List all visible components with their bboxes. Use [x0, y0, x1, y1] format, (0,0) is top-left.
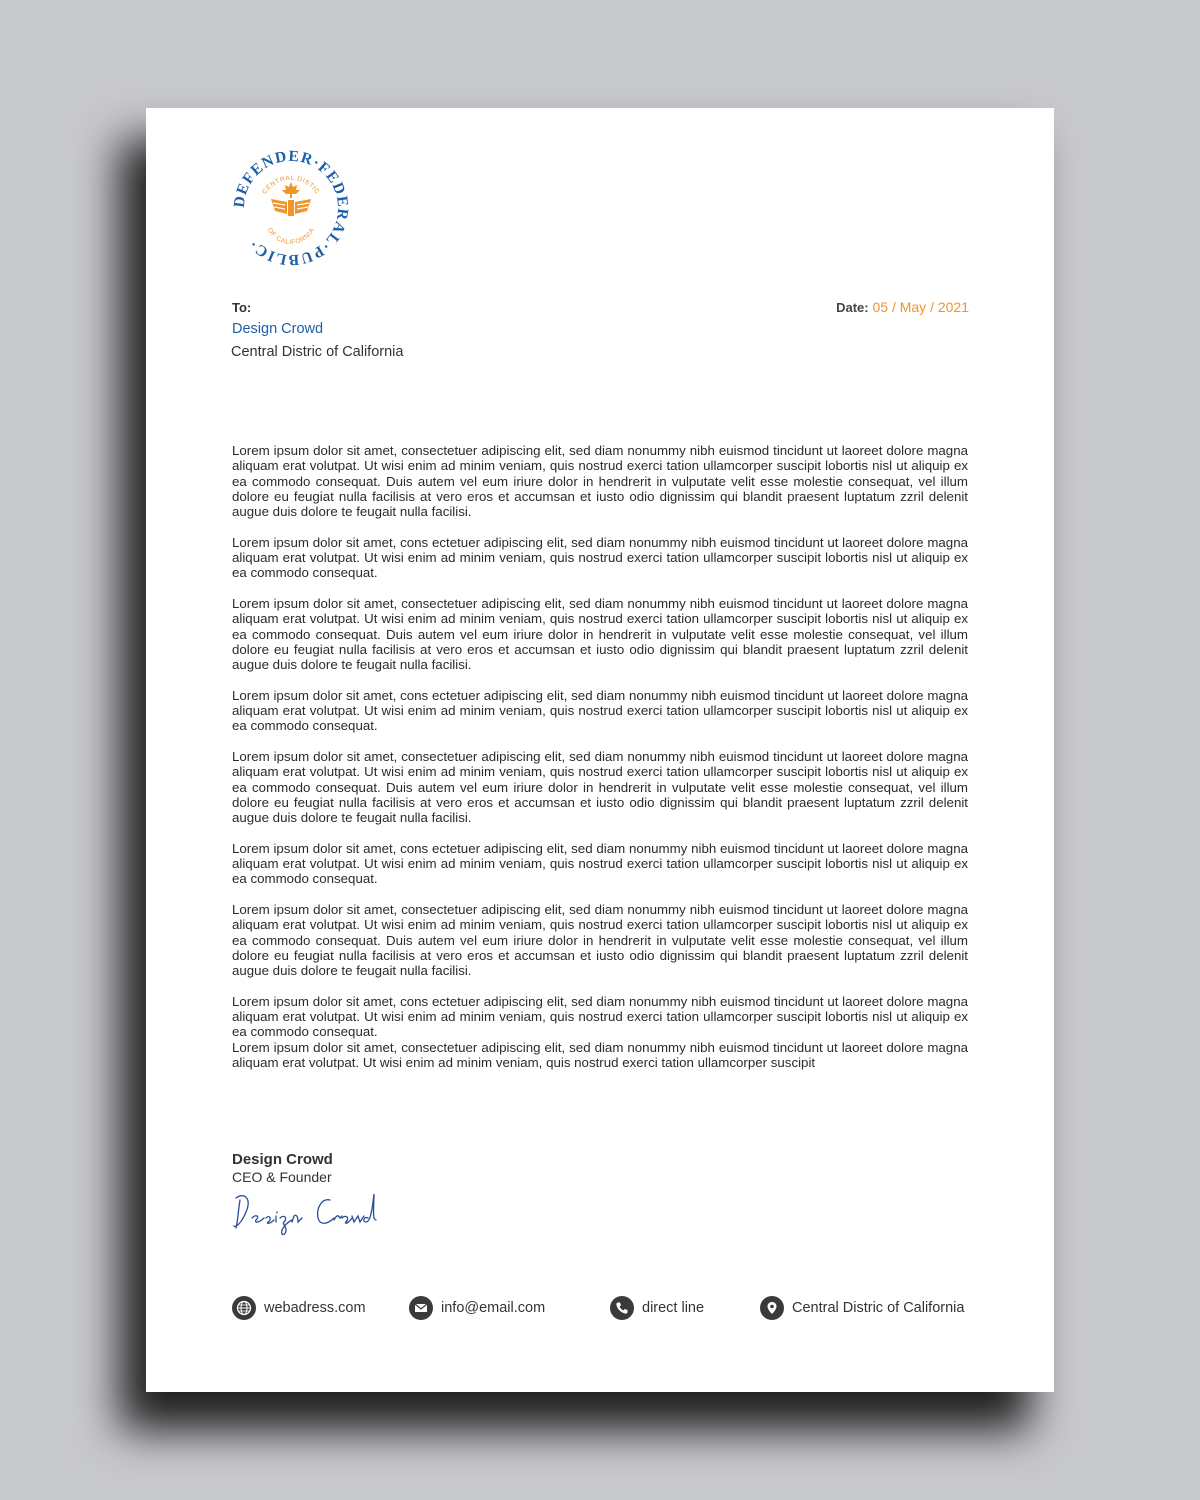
body-paragraph: Lorem ipsum dolor sit amet, cons ectetuer adipiscing elit, sed diam nonummy nibh euismod tincidunt ut laoreet dolore magna aliquam erat volutpat. Ut wisi enim ad minim veniam, quis nostrud exerci tation ullamcorper suscipit lobortis nisl ut aliquip ex ea commodo consequat. — [232, 993, 968, 1040]
body-paragraph: Lorem ipsum dolor sit amet, consectetuer adipiscing elit, sed diam nonummy nibh euismod tincidunt ut laoreet dolore magna aliquam erat volutpat. Ut wisi enim ad minim veniam, quis nostrud exerci tation ullamcorper suscipit — [232, 1039, 968, 1070]
body-paragraph: Lorem ipsum dolor sit amet, consectetuer adipiscing elit, sed diam nonummy nibh euismod tincidunt ut laoreet dolore magna aliquam erat volutpat. Ut wisi enim ad minim veniam, quis nostrud exerci tation ullamcorper suscipit lobortis nisl ut aliquip ex ea commodo consequat. Duis autem vel eum iriure dolor in hendrerit in vulputate velit esse molestie consequat, vel illum dolore eu feugiat nulla facilisis at vero eros et accumsan et iusto odio dignissim qui blandit praesent luptatum zzril delenit augue duis dolore te feugait nulla facilisi. — [232, 443, 968, 520]
maple-leaf-icon — [282, 182, 300, 198]
recipient-name: Design Crowd — [232, 321, 324, 337]
recipient-address: Central Distric of California — [231, 344, 404, 360]
envelope-icon — [409, 1296, 433, 1320]
body-paragraph: Lorem ipsum dolor sit amet, cons ectetuer adipiscing elit, sed diam nonummy nibh euismod tincidunt ut laoreet dolore magna aliquam erat volutpat. Ut wisi enim ad minim veniam, quis nostrud exerci tation ullamcorper suscipit lobortis nisl ut aliquip ex ea commodo consequat. — [232, 534, 968, 581]
globe-icon — [232, 1296, 256, 1320]
phone-icon — [610, 1296, 634, 1320]
signatory-title: CEO & Founder — [232, 1169, 332, 1185]
federal-public-defender-seal-logo — [221, 138, 361, 278]
date-label: Date: — [836, 300, 869, 315]
footer-email[interactable] — [409, 1296, 545, 1320]
recipient-label: To: — [232, 300, 252, 315]
logo-inner-top-text: CENTRAL DISTIC — [261, 174, 321, 196]
footer-address[interactable] — [760, 1296, 964, 1320]
svg-text:OF CALIFORNIA — [266, 227, 316, 246]
footer-email-text: info@email.com — [441, 1300, 546, 1316]
body-paragraph: Lorem ipsum dolor sit amet, consectetuer adipiscing elit, sed diam nonummy nibh euismod tincidunt ut laoreet dolore magna aliquam erat volutpat. Ut wisi enim ad minim veniam, quis nostrud exerci tation ullamcorper suscipit lobortis nisl ut aliquip ex ea commodo consequat. Duis autem vel eum iriure dolor in hendrerit in vulputate velit esse molestie consequat, vel illum dolore eu feugiat nulla facilisis at vero eros et accumsan et iusto odio dignissim qui blandit praesent luptatum zzril delenit augue duis dolore te feugait nulla facilisi. — [232, 748, 968, 826]
location-pin-icon — [760, 1296, 784, 1320]
footer-phone[interactable] — [610, 1296, 704, 1320]
logo-ring-text: DEFENDER·FEDERAL·PUBLIC· — [230, 147, 352, 269]
date-line — [836, 299, 969, 315]
signatory-name: Design Crowd — [232, 1151, 333, 1168]
wings-emblem-icon — [271, 199, 311, 216]
footer-phone-text: direct line — [642, 1300, 705, 1316]
body-paragraph: Lorem ipsum dolor sit amet, consectetuer adipiscing elit, sed diam nonummy nibh euismod tincidunt ut laoreet dolore magna aliquam erat volutpat. Ut wisi enim ad minim veniam, quis nostrud exerci tation ullamcorper suscipit lobortis nisl ut aliquip ex ea commodo consequat. Duis autem vel eum iriure dolor in hendrerit in vulputate velit esse molestie consequat, vel illum dolore eu feugiat nulla facilisis at vero eros et accumsan et iusto odio dignissim qui blandit praesent luptatum zzril delenit augue duis dolore te feugait nulla facilisi. — [232, 595, 968, 673]
footer-web-text: webadress.com — [264, 1300, 366, 1316]
footer-address-text: Central Distric of California — [792, 1300, 965, 1316]
body-paragraph: Lorem ipsum dolor sit amet, cons ectetuer adipiscing elit, sed diam nonummy nibh euismod tincidunt ut laoreet dolore magna aliquam erat volutpat. Ut wisi enim ad minim veniam, quis nostrud exerci tation ullamcorper suscipit lobortis nisl ut aliquip ex ea commodo consequat. — [232, 840, 968, 887]
body-paragraph: Lorem ipsum dolor sit amet, consectetuer adipiscing elit, sed diam nonummy nibh euismod tincidunt ut laoreet dolore magna aliquam erat volutpat. Ut wisi enim ad minim veniam, quis nostrud exerci tation ullamcorper suscipit lobortis nisl ut aliquip ex ea commodo consequat. Duis autem vel eum iriure dolor in hendrerit in vulputate velit esse molestie consequat, vel illum dolore eu feugiat nulla facilisis at vero eros et accumsan et iusto odio dignissim qui blandit praesent luptatum zzril delenit augue duis dolore te feugait nulla facilisi. — [232, 901, 968, 979]
body-paragraph: Lorem ipsum dolor sit amet, cons ectetuer adipiscing elit, sed diam nonummy nibh euismod tincidunt ut laoreet dolore magna aliquam erat volutpat. Ut wisi enim ad minim veniam, quis nostrud exerci tation ullamcorper suscipit lobortis nisl ut aliquip ex ea commodo consequat. — [232, 687, 968, 734]
handwritten-signature — [230, 1188, 400, 1238]
logo-inner-bottom-text: OF CALIFORNIA — [265, 226, 317, 247]
letter-body — [232, 443, 968, 1070]
footer-web[interactable] — [232, 1296, 366, 1320]
date-value: 05 / May / 2021 — [872, 299, 969, 315]
letterhead-page — [146, 108, 1054, 1392]
